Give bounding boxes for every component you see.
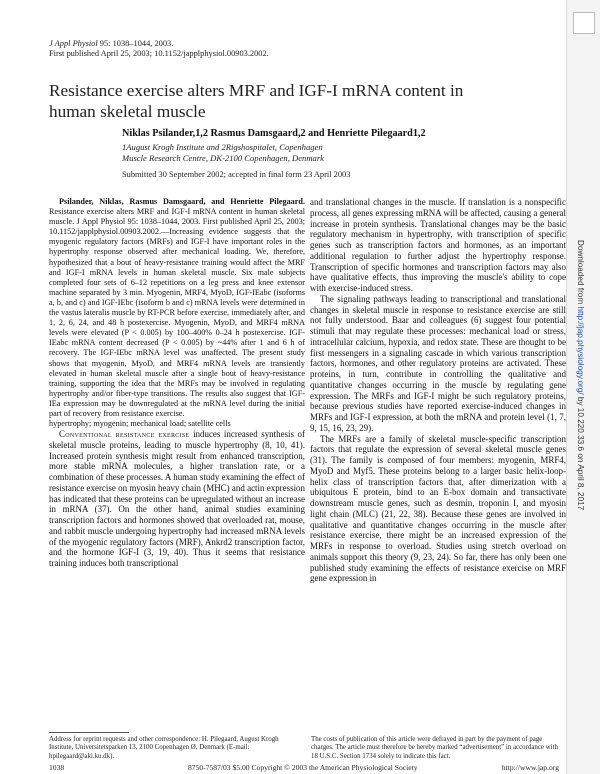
affiliation: [122, 142, 422, 164]
page-number: 1038: [49, 763, 65, 772]
download-note-prefix: Downloaded from: [576, 240, 585, 307]
intro-lead: Conventional resistance exercise: [59, 429, 190, 440]
body-paragraph: and translational changes in the muscle. If translation is a nonspecific process, all genes expressing mRNA will be affected, causing a general increase in protein synthesis. Translational changes may be the basic regulatory mechanism in hypertrophy, with transcription of specific genes such as transcription factors and hormones, as an important additional regulation to further adjust the hypertrophy response. Transcription of specific hormones and transcription factors may also have qualitative effects, thus improving the muscle's ability to cope with exercise-induced stress.: [310, 197, 566, 293]
submission-dates: Submitted 30 September 2002; accepted in final form 23 April 2003: [122, 170, 351, 179]
affiliation-line-1: 1August Krogh Institute and 2Rigshospitalet, Copenhagen: [122, 142, 323, 152]
abstract-text: Resistance exercise alters MRF and IGF-I mRNA content in human skeletal muscle. J Appl Physiol 95: 1038–1044, 2003. First published April 25, 2003; 10.1152/japplphysiol.00903.2002.—Increasing evidence suggests that the myogenic regulatory factors (MRFs) and IGF-I have important roles in the hypertrophy response observed after mechanical loading. We, therefore, hypothesized that a bout of heavy-resistance training would affect the MRF and IGF-I mRNA levels in human skeletal muscle. Six male subjects completed four sets of 6–12 repetitions on a leg press and knee extensor machine separated by 3 min. Myogenin, MRF4, MyoD, IGF-IEabc (isoforms a, b, and c) and IGF-IEbc (isoform b and c) mRNA levels were determined in the vastus lateralis muscle by RT-PCR before exercise, immediately after, and 1, 2, 6, 24, and 48 h postexercise. Myogenin, MyoD, and MRF4 mRNA levels were elevated (P < 0.005) by 100–400% 0–24 h postexercise. IGF-IEabc mRNA content decreased (P < 0.005) by ~44% after 1 and 6 h of recovery. The IGF-IEbc mRNA level was unaffected. The present study shows that myogenin, MyoD, and MRF4 mRNA levels are transiently elevated in human skeletal muscle after a single bout of heavy-resistance training, supporting the idea that the MRFs may be involved in regulating hypertrophy and/or fiber-type transitions. The results also suggest that IGF-IEa expression may be downregulated at the mRNA level during the initial part of recovery from resistance exercise.: [49, 207, 305, 418]
download-note-suffix: by 10.220.33.6 on April 8, 2017: [576, 394, 585, 511]
left-column: [49, 197, 305, 569]
affiliation-line-2: Muscle Research Centre, DK-2100 Copenhagen, Denmark: [122, 153, 324, 163]
intro-text: induces increased synthesis of skeletal muscle proteins, leading to muscle hypertrophy (8, 10, 41). Increased protein synthesis might result from enhanced transcription, more stable mRNA molecules, a higher translation rate, or a combination of these processes. A human study examining the effect of resistance exercise on myosin heavy chain (MHC) and actin expression has indicated that these proteins can be upregulated without an increase in mRNA (37). On the other hand, animal studies examining transcription factors and hormones showed that overloaded rat, mouse, and rabbit muscle undergoing hypertrophy had increased mRNA levels of the myogenic regulatory factors (MRF), Ankrd2 transcription factor, and the hormone IGF-I (3, 19, 40). Thus it seems that resistance training induces both transcriptional: [49, 429, 305, 569]
journal-logo-icon: [573, 12, 595, 34]
intro-paragraph: [49, 429, 305, 569]
body-paragraph: The signaling pathways leading to transcriptional and translational changes in skeletal muscle in response to resistance exercise are still not fully understood. Baar and colleagues (6) suggest four potential stimuli that may regulate these processes: mechanical load or stress, intracellular calcium, hypoxia, and redox state. These are thought to be first messengers in a signaling cascade in which various transcription factors, hormones, and other regulatory proteins are activated. These proteins, in turn, contribute in controlling the qualitative and quantitative changes occurring in the muscle by regulating gene expression. The MRFs and IGF-I might be such regulatory proteins, because previous studies have reported exercise-induced changes in MRFs and IGF-I expression, at both the mRNA and protein level (1, 7, 9, 15, 16, 23, 29).: [310, 293, 566, 433]
download-note: [576, 240, 585, 510]
journal-reference: [49, 39, 509, 60]
keywords: hypertrophy; myogenin; mechanical load; satellite cells: [49, 419, 231, 429]
journal-citation: 95: 1038–1044, 2003.: [99, 39, 174, 48]
abstract: [49, 197, 305, 419]
footnote-divider: [49, 732, 129, 733]
copyright-line: 8750-7587/03 $5.00 Copyright © 2003 the American Physiological Society: [188, 763, 418, 772]
download-note-link[interactable]: http://jap.physiology.org/: [576, 306, 585, 395]
journal-name: J Appl Physiol: [49, 39, 98, 48]
article-title: Resistance exercise alters MRF and IGF-I mRNA content in human skeletal muscle: [49, 81, 464, 121]
journal-url[interactable]: http://www.jap.org: [501, 763, 559, 772]
body-paragraph: The MRFs are a family of skeletal muscle-specific transcription factors that regulate the expression of several skeletal muscle genes (31). The family is composed of four members: myogenin, MRF4, MyoD and Myf5. These proteins belong to a larger basic helix-loop-helix class of transcription factors that, after dimerization with a ubiquitous E protein, bind to an E-box domain and transactivate downstream muscle genes, such as desmin, troponin I, and myosin light chain (MLC) (21, 22, 38). Because these genes are involved in qualitative and quantitative changes occurring in the muscle after resistance exercise, there might be an increased expression of the MRFs in response to overload. Studies using stretch overload on animals support this theory (9, 23, 24). So far, there has only been one published study examining the effects of resistance exercise on MRF gene expression in: [310, 433, 566, 584]
cost-footnote: The costs of publication of this article were defrayed in part by the payment of page charges. The article must therefore be hereby marked “advertisement” in accordance with 18 U.S.C. Section 1734 solely to indicate this fact.: [311, 736, 558, 760]
correspondence-footnote: Address for reprint requests and other correspondence: H. Pilegaard, August Krogh Institute, Universitetsparken 13, 2100 Copenhagen Ø, Denmark (E-mail: hpilegaard@aki.ku.dk).: [49, 736, 279, 760]
published-line: First published April 25, 2003; 10.1152/japplphysiol.00903.2002.: [49, 49, 269, 59]
author-list: Niklas Psilander,1,2 Rasmus Damsgaard,2 and Henriette Pilegaard1,2: [122, 128, 426, 139]
right-column: [310, 197, 566, 584]
abstract-lead: Psilander, Niklas, Rasmus Damsgaard, and Henriette Pilegaard.: [59, 197, 305, 206]
